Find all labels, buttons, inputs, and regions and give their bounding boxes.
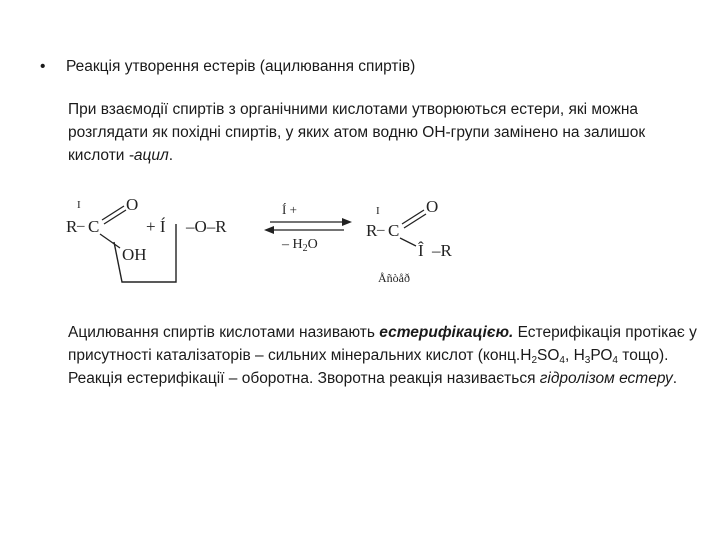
right-i-below: Î [418,241,424,260]
intro-end: . [168,147,174,164]
intro-text: При взаємодії спиртів з органічними кислотами утворюються естери, які можна розглядати як похідні спиртів, у яких атом водню ОН-групи замінено на залишок кислоти [68,101,646,164]
right-single-bond [400,238,416,246]
p2-sub3: 3 [584,355,591,366]
left-single-bond [100,234,120,248]
product-caption: Åñòåð [378,271,410,285]
left-o-r: –O–R [186,217,227,236]
esterification-paragraph [68,321,698,390]
acyl-term: -ацил [128,147,169,164]
arrow-label-below: – $H_2O$ [282,237,318,254]
bullet-marker: • [40,58,46,75]
esterification-term: естерифікацією. [379,324,514,341]
right-c: C [388,221,400,240]
hydrolysis-term: гідролізом естеру [539,370,673,387]
p2-sub1: 2 [531,355,537,366]
p2-part5: РО [590,347,613,364]
p2-end: . [672,370,678,387]
right-i-mark: I [376,205,380,217]
forward-arrow-head [342,218,352,226]
reverse-arrow-head [264,226,274,234]
right-dash: – [377,222,385,238]
right-r: R [366,221,378,240]
left-dash: – [77,218,85,234]
p2-part1: Ацилювання спиртів кислотами називають [68,324,380,341]
left-plus-h: + Í [146,217,166,236]
p2-part3: SO [537,347,560,364]
left-oh: OH [122,245,147,264]
left-r: R [66,217,78,236]
heading-title: Реакція утворення естерів (ацилювання спиртів) [66,58,416,75]
left-i-mark: I [77,199,81,211]
p2-sub4: 4 [612,355,618,366]
p2-part6: тощо). Реакція естерифікації – оборотна. Зворотна реакція називається [68,347,669,387]
right-o-top: O [426,197,439,216]
p2-part2: Естерифікація протікає у присутності каталізаторів – сильних мінеральних кислот (конц.Н [68,324,697,364]
right-r-tail: –R [432,241,452,260]
left-o-top: O [126,195,139,214]
section-heading [40,56,700,78]
left-c: C [88,217,100,236]
arrow-label-above: Í + [282,202,297,217]
intro-paragraph [68,98,698,167]
p2-part4: , Н [564,347,585,364]
esterification-scheme [60,190,480,300]
p2-sub2: 4 [559,355,565,366]
